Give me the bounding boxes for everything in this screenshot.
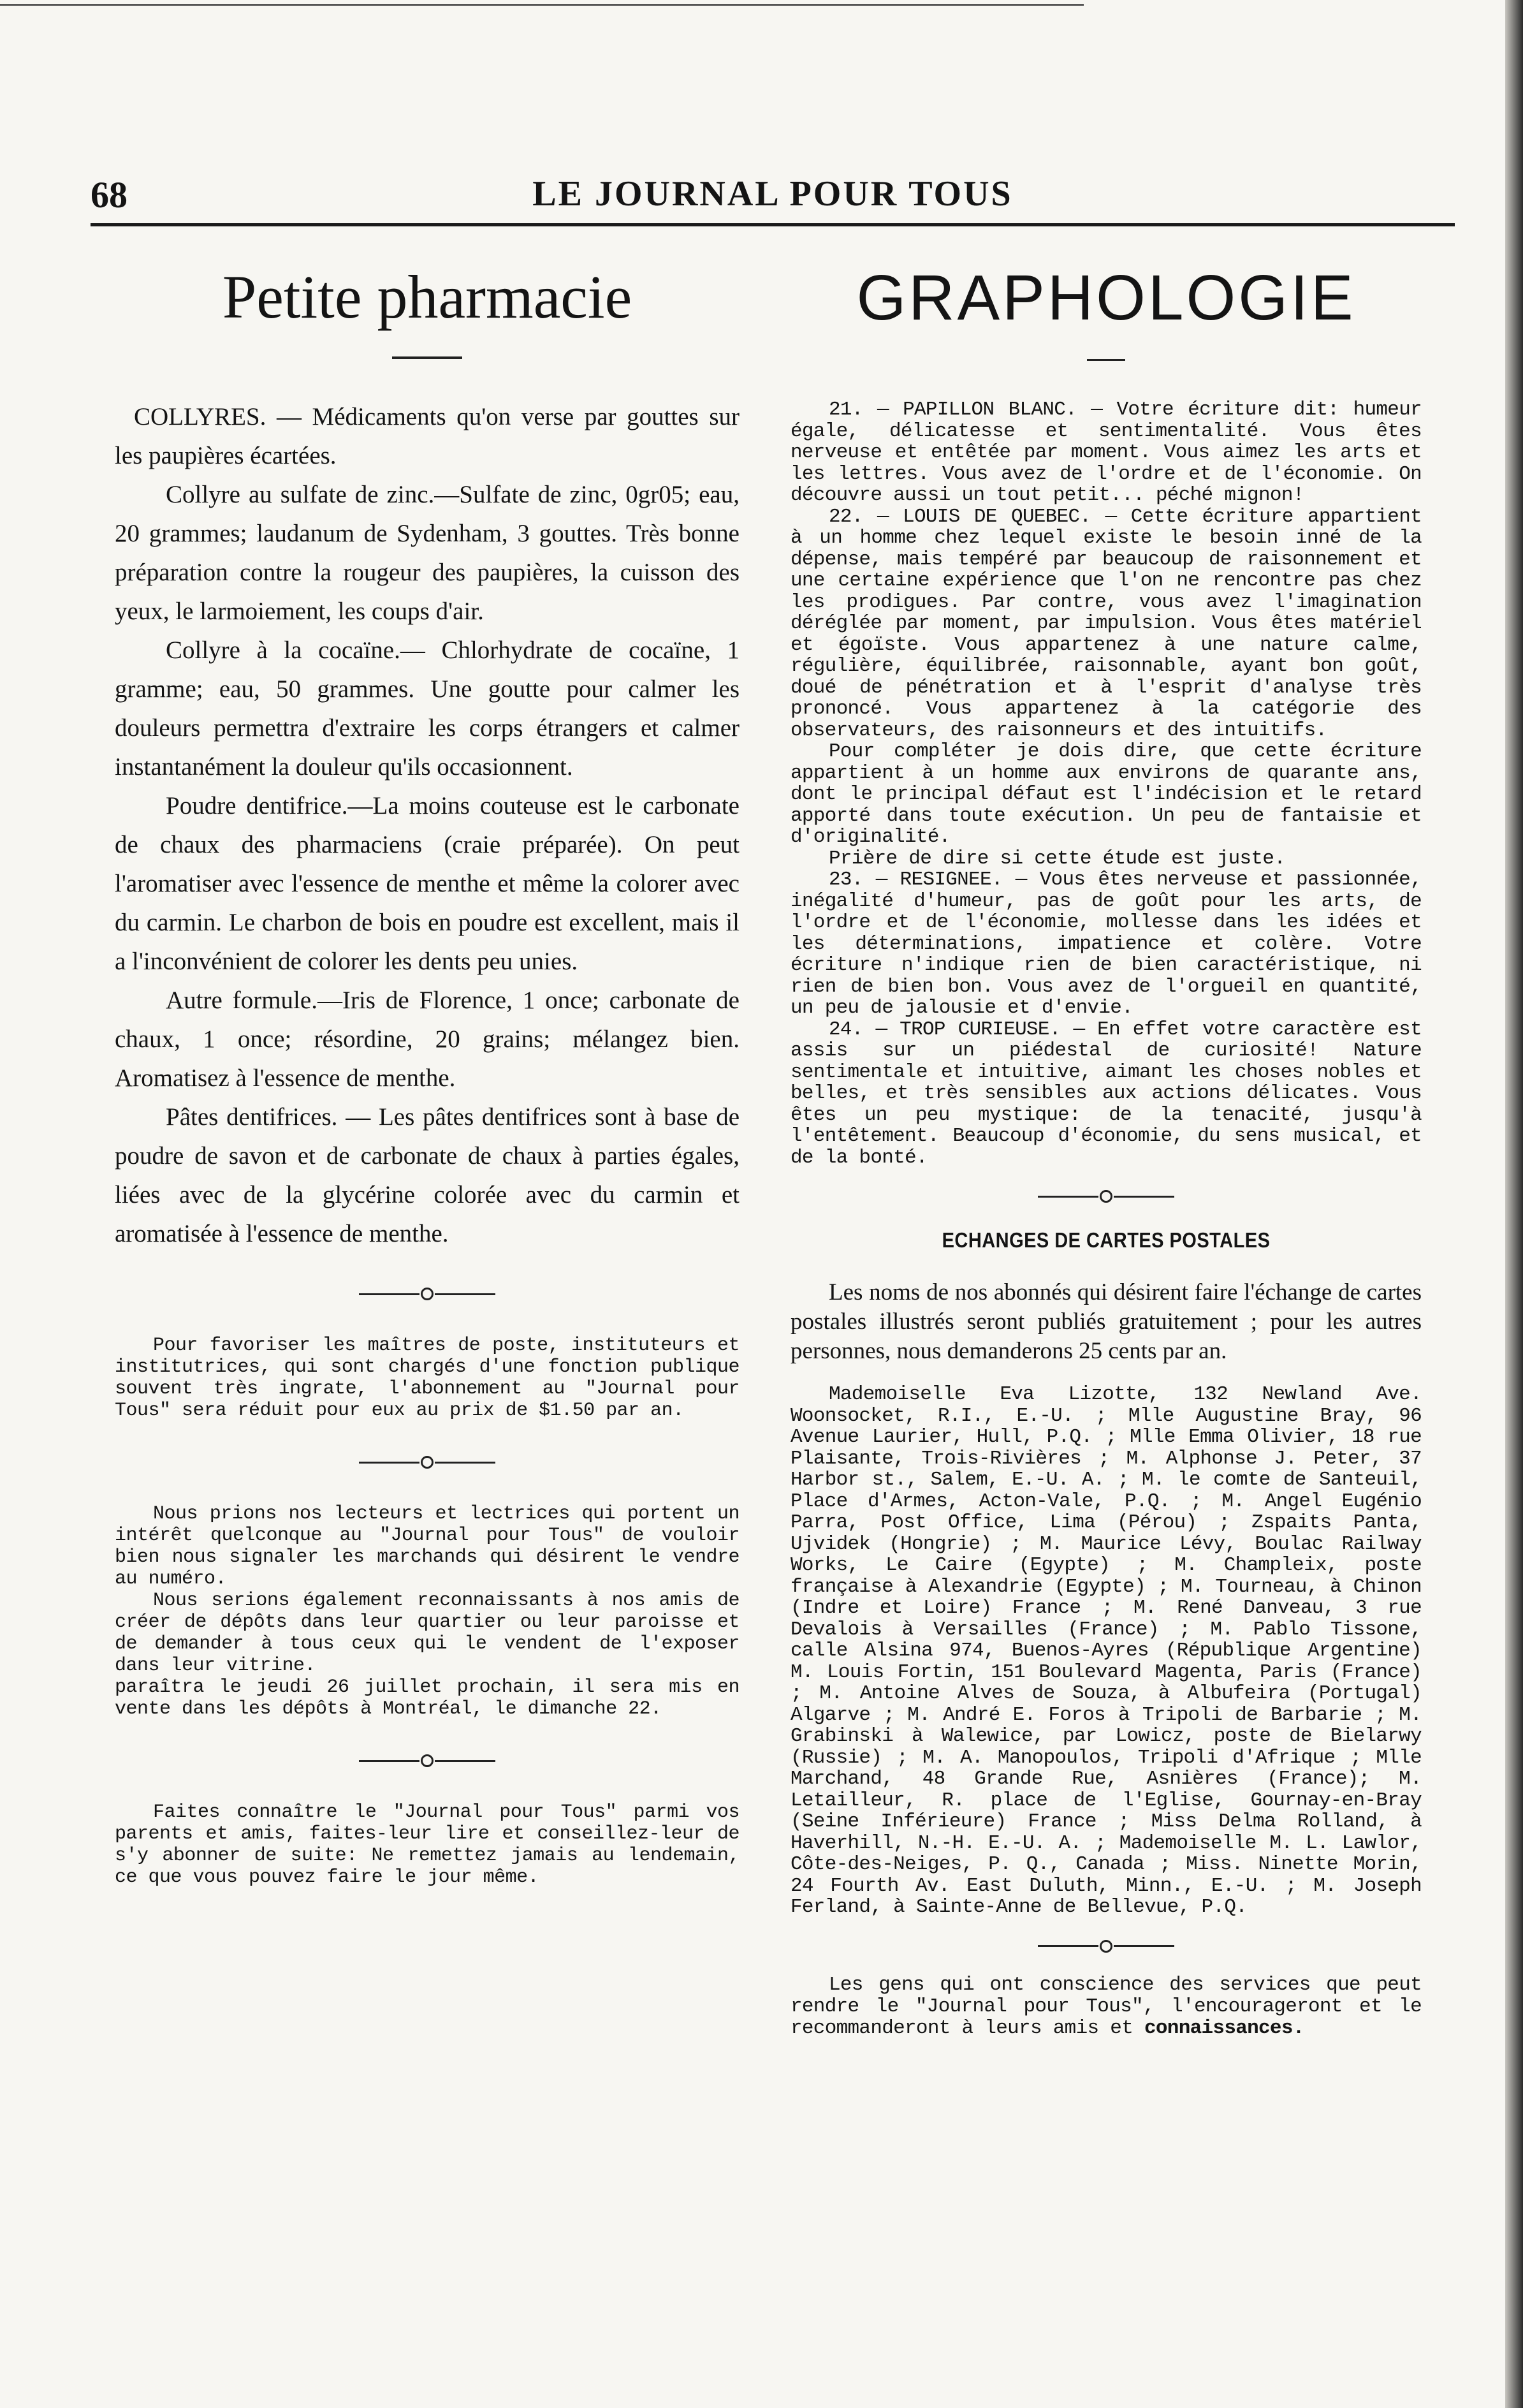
subscribe-notice: Faites connaître le "Journal pour Tous" parmi vos parents et amis, faites-leur lire et conseillez-leur de s'y abonner de suite: Ne remettez jamais au lendemain, ce que vous pouvez faire le jour même. bbox=[115, 1802, 740, 1888]
divider-knot-icon bbox=[421, 1754, 434, 1767]
section-divider bbox=[791, 1940, 1422, 1953]
postcard-exchange-heading: ECHANGES DE CARTES POSTALES bbox=[942, 1228, 1271, 1252]
depots-notice: Nous serions également reconnaissants à nos amis de créer de dépôts dans leur quartier ou leur paroisse et de demander à tous ceux qui le vendent de l'exposer dans leur vitrine. bbox=[115, 1590, 740, 1677]
graphology-entry: 21. — PAPILLON BLANC. — Votre écriture dit: humeur égale, délicatesse et sentimentalité. Vous êtes nerveuse et entêtée par moment. Vous aimez les arts et les lettres. Vous avez de l'ordre et de l'économie. On découvre aussi un tout petit... péché mignon! bbox=[791, 399, 1422, 506]
top-border-rule bbox=[0, 4, 1084, 6]
header-rule bbox=[91, 223, 1455, 226]
page-number: 68 bbox=[91, 174, 128, 216]
graphology-entry: Prière de dire si cette étude est juste. bbox=[829, 847, 1286, 870]
graphology-title: GRAPHOLOGIE bbox=[856, 262, 1356, 334]
section-divider bbox=[115, 1288, 740, 1300]
section-divider bbox=[791, 1190, 1422, 1203]
page-edge-shadow bbox=[1505, 0, 1523, 2408]
postcard-exchange-list: Mademoiselle Eva Lizotte, 132 Newland Ave. Woonsocket, R.I., E.-U. ; Mlle Augustine Bray, 96 Avenue Laurier, Hull, P.Q. ; Mlle Emma Olivier, 18 rue Plaisante, Trois-Rivières ; M. Alphonse J. Peter, 37 Harbor st., Salem, E.-U. A. ; M. le comte de Santeuil, Place d'Armes, Acton-Vale, P.Q. ; M. Angel Eugénio Parra, Post Office, Lima (Pérou) ; Zspaits Panta, Ujvidek (Hongrie) ; M. Maurice Lévy, Boulac Railway Works, Le Caire (Egypte) ; M. Champleix, poste française à Alexandrie (Egypte) ; M. Tourneau, à Chinon (Indre et Loire) France ; M. René Danveau, 3 rue Devalois à Versailles (France) ; M. Pablo Tissone, calle Alsina 974, Buenos-Ayres (République Argentine) M. Louis Fortin, 151 Boulevard Magenta, Paris (France) ; M. Antoine Alves de Souza, à Albufeira (Portugal) Algarve ; M. André E. Foros à Tripoli de Barbarie ; M. Grabinski à Walewice, par Lowicz, poste de Bielarwy (Russie) ; M. A. Manopoulos, Tripoli d'Afrique ; Mlle Marchand, 48 Grande Rue, Asnières (France); M. Letailleur, R. place de l'Eglise, Gournay-en-Bray (Seine Inférieure) France ; Miss Delma Rolland, à Haverhill, N.-H. E.-U. A. ; Mademoiselle M. L. Lawlor, Côte-des-Neiges, P. Q., Canada ; Miss. Ninette Morin, 24 Fourth Av. East Duluth, Minn., E.-U. ; M. Joseph Ferland, à Sainte-Anne de Bellevue, P.Q. bbox=[791, 1383, 1422, 1918]
left-column bbox=[115, 261, 740, 1888]
next-issue-notice: paraîtra le jeudi 26 juillet prochain, il sera mis en vente dans les dépôts à Montréal, le dimanche 22. bbox=[115, 1677, 740, 1720]
closing-notice-end: connaissances. bbox=[1144, 2016, 1304, 2039]
divider-knot-icon bbox=[421, 1288, 434, 1300]
pharmacy-paragraph: Autre formule.—Iris de Florence, 1 once; carbonate de chaux, 1 once; résordine, 20 grains; mélangez bien. Aromatisez à l'essence de menthe. bbox=[115, 987, 740, 1092]
postmasters-notice: Pour favoriser les maîtres de poste, instituteurs et institutrices, qui sont chargés d'une fonction publique souvent très ingrate, l'abonnement au "Journal pour Tous" sera réduit pour eux au prix de $1.50 par an. bbox=[115, 1335, 740, 1421]
divider-knot-icon bbox=[1100, 1190, 1112, 1203]
divider-knot-icon bbox=[421, 1456, 434, 1469]
section-divider bbox=[115, 1754, 740, 1767]
pharmacy-paragraph: Pâtes dentifrices. — Les pâtes dentifrices sont à base de poudre de savon et de carbonate de chaux à parties égales, liées avec de la glycérine colorée avec du carmin et aromatisée à l'essence de menthe. bbox=[115, 1103, 740, 1247]
pharmacy-paragraph: Collyre au sulfate de zinc.—Sulfate de zinc, 0gr05; eau, 20 grammes; laudanum de Sydenham, 3 gouttes. Très bonne préparation contre la rougeur des paupières, la cuisson des yeux, le larmoiement, les coups d'air. bbox=[115, 481, 740, 625]
closing-notice-text: Les gens qui ont conscience des services que peut rendre le "Journal pour Tous", l'encourageront et le recommanderont à leurs amis et bbox=[791, 1973, 1422, 2039]
vendors-notice: Nous prions nos lecteurs et lectrices qui portent un intérêt quelconque au "Journal pour Tous" de vouloir bien nous signaler les marchands qui désirent le vendre au numéro. bbox=[115, 1503, 740, 1590]
running-head: LE JOURNAL POUR TOUS bbox=[532, 174, 1013, 214]
closing-notice bbox=[791, 1974, 1422, 2039]
graphology-entry: 23. — RESIGNEE. — Vous êtes nerveuse et passionnée, inégalité d'humeur, pas de goût pour les arts, de l'ordre et de l'économie, mollesse dans les idées et les déterminations, impatience et colère. Votre écriture n'indique rien de bien caractéristique, ni rien de bien bon. Vous avez de l'orgueil en quantité, un peu de jalousie et d'envie. bbox=[791, 869, 1422, 1019]
section-divider bbox=[115, 1456, 740, 1469]
page-header bbox=[91, 173, 1455, 231]
graphology-entry: 24. — TROP CURIEUSE. — En effet votre caractère est assis sur un piédestal de curiosité! Nature sentimentale et intuitive, aimant les choses nobles et belles, et très sensibles aux actions délicates. Vous êtes un peu mystique: de la tenacité, jusqu'à l'entêtement. Beaucoup d'économie, du sens musical, et de la bonté. bbox=[791, 1018, 1422, 1169]
pharmacy-paragraph: COLLYRES. — Médicaments qu'on verse par gouttes sur les paupières écartées. bbox=[115, 403, 740, 469]
pharmacy-paragraph: Poudre dentifrice.—La moins couteuse est le carbonate de chaux des pharmaciens (craie préparée). On peut l'aromatiser avec l'essence de menthe et même la colorer avec du carmin. Le charbon de bois en poudre est excellent, mais il a l'inconvénient de colorer les dents peu unies. bbox=[115, 792, 740, 975]
pharmacy-title: Petite pharmacie bbox=[222, 263, 632, 331]
divider-knot-icon bbox=[1100, 1940, 1112, 1953]
pharmacy-paragraph: Collyre à la cocaïne.— Chlorhydrate de cocaïne, 1 gramme; eau, 50 grammes. Une goutte pour calmer les douleurs permettra d'extraire les corps étrangers et calmer instantanément la douleur qu'ils occasionnent. bbox=[115, 636, 740, 781]
title-rule bbox=[1087, 359, 1125, 361]
graphology-entry: 22. — LOUIS DE QUEBEC. — Cette écriture appartient à un homme chez lequel existe le besoin inné de la dépense, mais tempéré par beaucoup de raisonnement et une certaine expérience que l'on ne rencontre pas chez les prodigues. Par contre, vous avez l'imagination déréglée par moment, par impulsion. Vous êtes matériel et égoïste. Vous appartenez à une nature calme, régulière, équilibrée, raisonnable, ayant bon goût, doué de pénétration et à l'esprit d'analyse très prononcé. Vous appartenez à la catégorie des observateurs, des raisonneurs et des intuitifs. bbox=[791, 505, 1422, 742]
graphology-entry: Pour compléter je dois dire, que cette écriture appartient à un homme aux environs de quarante ans, dont le principal défaut est l'indécision et le retard apporté dans toute exécution. Un peu de fantaisie et d'originalité. bbox=[791, 740, 1422, 848]
right-column bbox=[791, 261, 1422, 2039]
title-rule bbox=[392, 356, 462, 359]
postcard-exchange-intro: Les noms de nos abonnés qui désirent faire l'échange de cartes postales illustrés seront publiés gratuitement ; pour les autres personnes, nous demanderons 25 cents par an. bbox=[791, 1279, 1422, 1364]
